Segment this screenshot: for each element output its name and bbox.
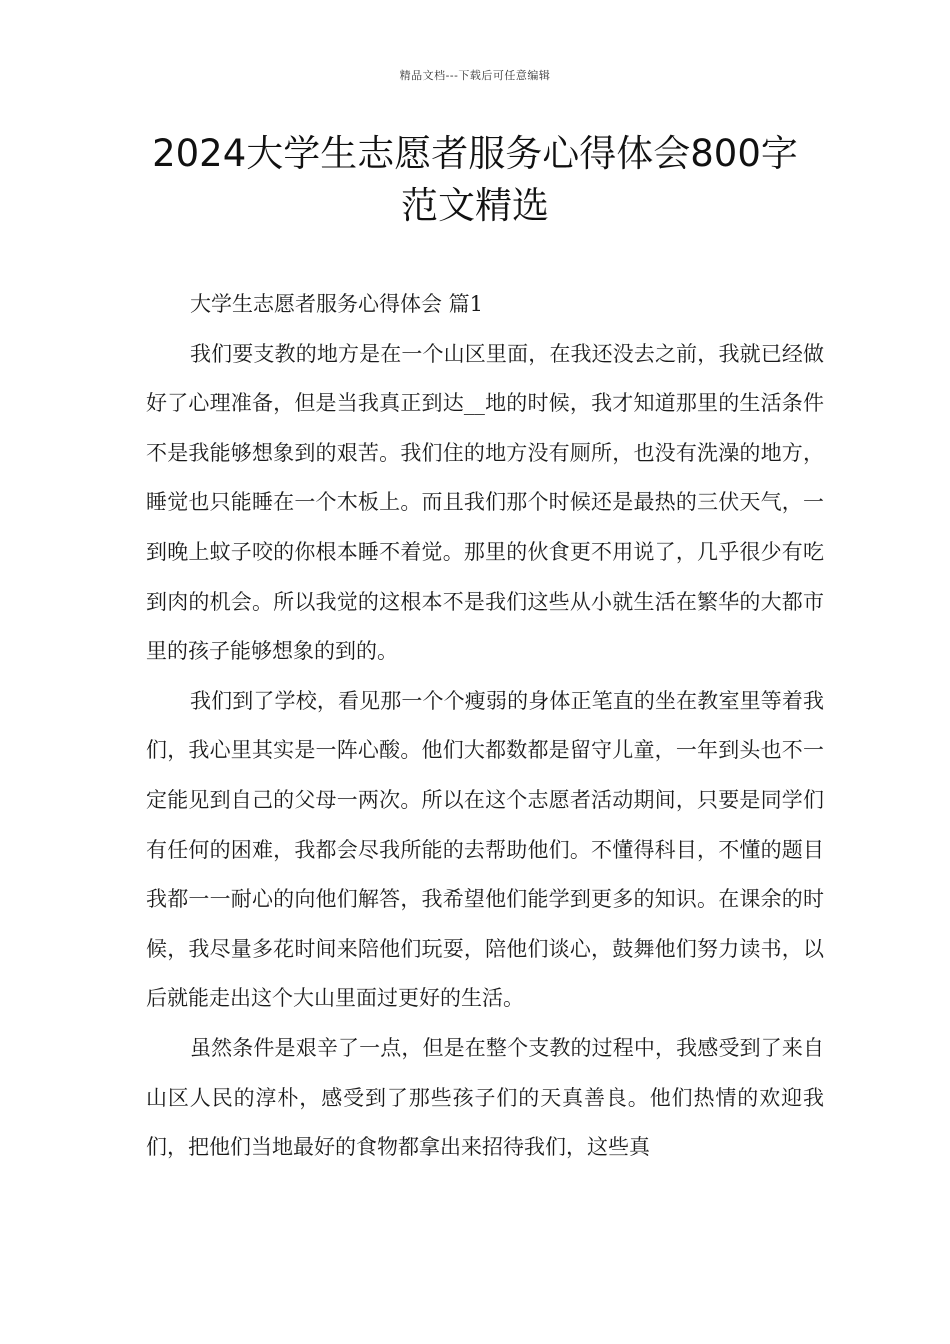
body-paragraph-1: 我们要支教的地方是在一个山区里面，在我还没去之前，我就已经做好了心理准备，但是当我真正到达__地的时候，我才知道那里的生活条件不是我能够想象到的艰苦。我们住的地方没有厕所，也没有洗澡的地方，睡觉也只能睡在一个木板上。而且我们那个时候还是最热的三伏天气，一到晚上蚊子咬的你根本睡不着觉。那里的伙食更不用说了，几乎很少有吃到肉的机会。所以我觉的这根本不是我们这些从小就生活在繁华的大都市里的孩子能够想象的到的。 — [146, 341, 824, 664]
section-heading: 大学生志愿者服务心得体会 篇1 — [190, 292, 484, 316]
body-paragraph-2: 我们到了学校，看见那一个个瘦弱的身体正笔直的坐在教室里等着我们，我心里其实是一阵心酸。他们大都数都是留守儿童，一年到头也不一定能见到自己的父母一两次。所以在这个志愿者活动期间，只要是同学们有任何的困难，我都会尽我所能的去帮助他们。不懂得科目，不懂的题目我都一一耐心的向他们解答，我希望他们能学到更多的知识。在课余的时候，我尽量多花时间来陪他们玩耍，陪他们谈心，鼓舞他们努力读书，以后就能走出这个大山里面过更好的生活。 — [146, 688, 824, 1011]
document-body — [146, 280, 824, 1173]
document-title — [100, 128, 850, 232]
page-header-note: 精品文档---下载后可任意编辑 — [399, 69, 551, 82]
title-line-2: 范文精选 — [401, 184, 549, 227]
title-line-1: 2024大学生志愿者服务心得体会800字 — [152, 132, 798, 175]
body-paragraph-3: 虽然条件是艰辛了一点，但是在整个支教的过程中，我感受到了来自山区人民的淳朴，感受到了那些孩子们的天真善良。他们热情的欢迎我们，把他们当地最好的食物都拿出来招待我们，这些真 — [146, 1035, 824, 1160]
